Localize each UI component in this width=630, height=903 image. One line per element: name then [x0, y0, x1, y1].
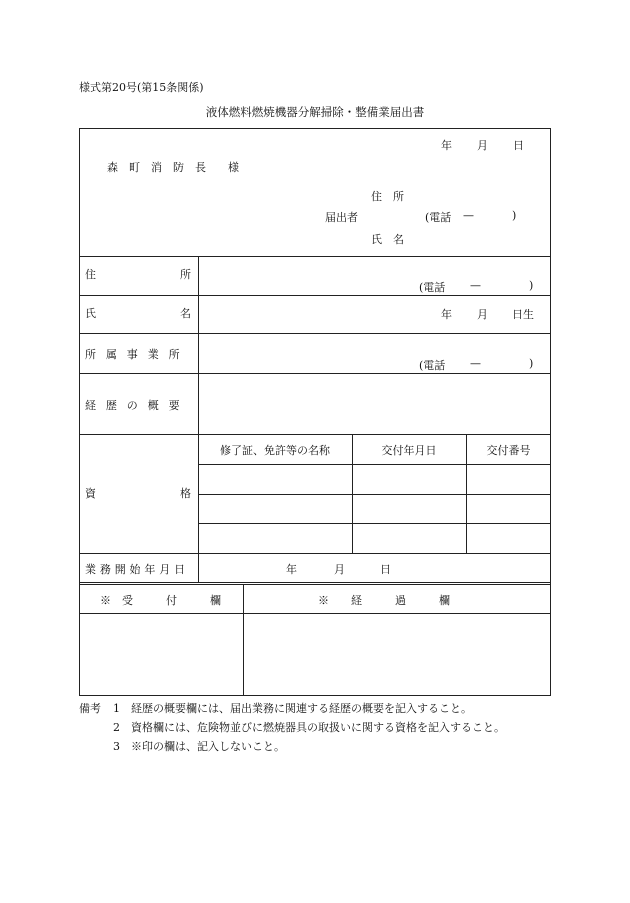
- office-phone-dash: —: [470, 357, 481, 370]
- row-divider: [79, 373, 551, 374]
- form-number: 様式第20号(第15条関係): [79, 81, 204, 94]
- address-label-right: 所: [180, 268, 191, 281]
- name-label-left: 氏: [85, 307, 96, 320]
- notifier-label: 届出者: [325, 211, 358, 224]
- qualification-col-name: 修了証、免許等の名称: [220, 444, 330, 457]
- applicant-phone-dash: —: [463, 209, 474, 222]
- note-1-text: 経歴の概要欄には、届出業務に関連する経歴の概要を記入すること。: [131, 702, 472, 715]
- note-2-text: 資格欄には、危険物並びに燃焼器具の取扱いに関する資格を記入すること。: [131, 721, 505, 734]
- qualification-col-issue-date: 交付年月日: [381, 444, 437, 457]
- row-divider: [79, 256, 551, 257]
- column-divider: [243, 584, 244, 696]
- applicant-name-label: 氏 名: [371, 233, 404, 246]
- qualification-col-number: 交付番号: [486, 444, 531, 457]
- start-month-label: 月: [334, 563, 345, 576]
- note-2-number: 2: [113, 721, 120, 734]
- qualification-label-right: 格: [180, 487, 191, 500]
- row-divider: [79, 584, 551, 585]
- applicant-address-label: 住 所: [371, 190, 404, 203]
- qualification-row-label: [85, 486, 191, 502]
- note-3-text: ※印の欄は、記入しないこと。: [131, 740, 285, 753]
- reception-header: ※ 受 付 欄: [100, 594, 221, 607]
- birth-year-label: 年: [441, 308, 452, 321]
- row-divider: [79, 434, 551, 435]
- header-day-label: 日: [513, 139, 524, 152]
- career-row-label: 経歴の概要: [85, 399, 190, 412]
- office-phone-close: ): [529, 357, 534, 370]
- address-phone-open: (電話: [419, 281, 446, 294]
- row-divider: [198, 464, 551, 465]
- birth-day-label: 日生: [512, 308, 534, 321]
- start-year-label: 年: [286, 563, 297, 576]
- address-phone-close: ): [529, 279, 534, 292]
- address-phone-dash: —: [470, 279, 481, 292]
- applicant-phone-close: ): [512, 209, 517, 222]
- applicant-phone-open: (電話: [425, 211, 452, 224]
- start-day-label: 日: [380, 563, 391, 576]
- address-row-label: [85, 267, 191, 283]
- qualification-label-left: 資: [85, 487, 96, 500]
- start-date-label: 業務開始年月日: [85, 563, 189, 576]
- document-title: 液体燃料燃焼機器分解掃除・整備業届出書: [205, 105, 425, 119]
- addressee: 森 町 消 防 長 様: [107, 161, 239, 174]
- row-divider: [79, 582, 551, 583]
- note-3-number: 3: [113, 740, 120, 753]
- row-divider: [79, 295, 551, 296]
- header-month-label: 月: [477, 139, 488, 152]
- birth-month-label: 月: [477, 308, 488, 321]
- progress-header: ※ 経 過 欄: [318, 594, 450, 607]
- header-year-label: 年: [441, 139, 452, 152]
- address-label-left: 住: [85, 268, 96, 281]
- name-row-label: [85, 306, 191, 322]
- notes-prefix: 備考: [79, 702, 101, 715]
- row-divider: [79, 613, 551, 614]
- row-divider: [79, 333, 551, 334]
- column-divider: [198, 256, 199, 583]
- row-divider: [198, 523, 551, 524]
- note-1-number: 1: [113, 702, 120, 715]
- row-divider: [198, 494, 551, 495]
- office-row-label: 所属事業所: [85, 348, 190, 361]
- office-phone-open: (電話: [419, 359, 446, 372]
- row-divider: [79, 553, 551, 554]
- name-label-right: 名: [180, 307, 191, 320]
